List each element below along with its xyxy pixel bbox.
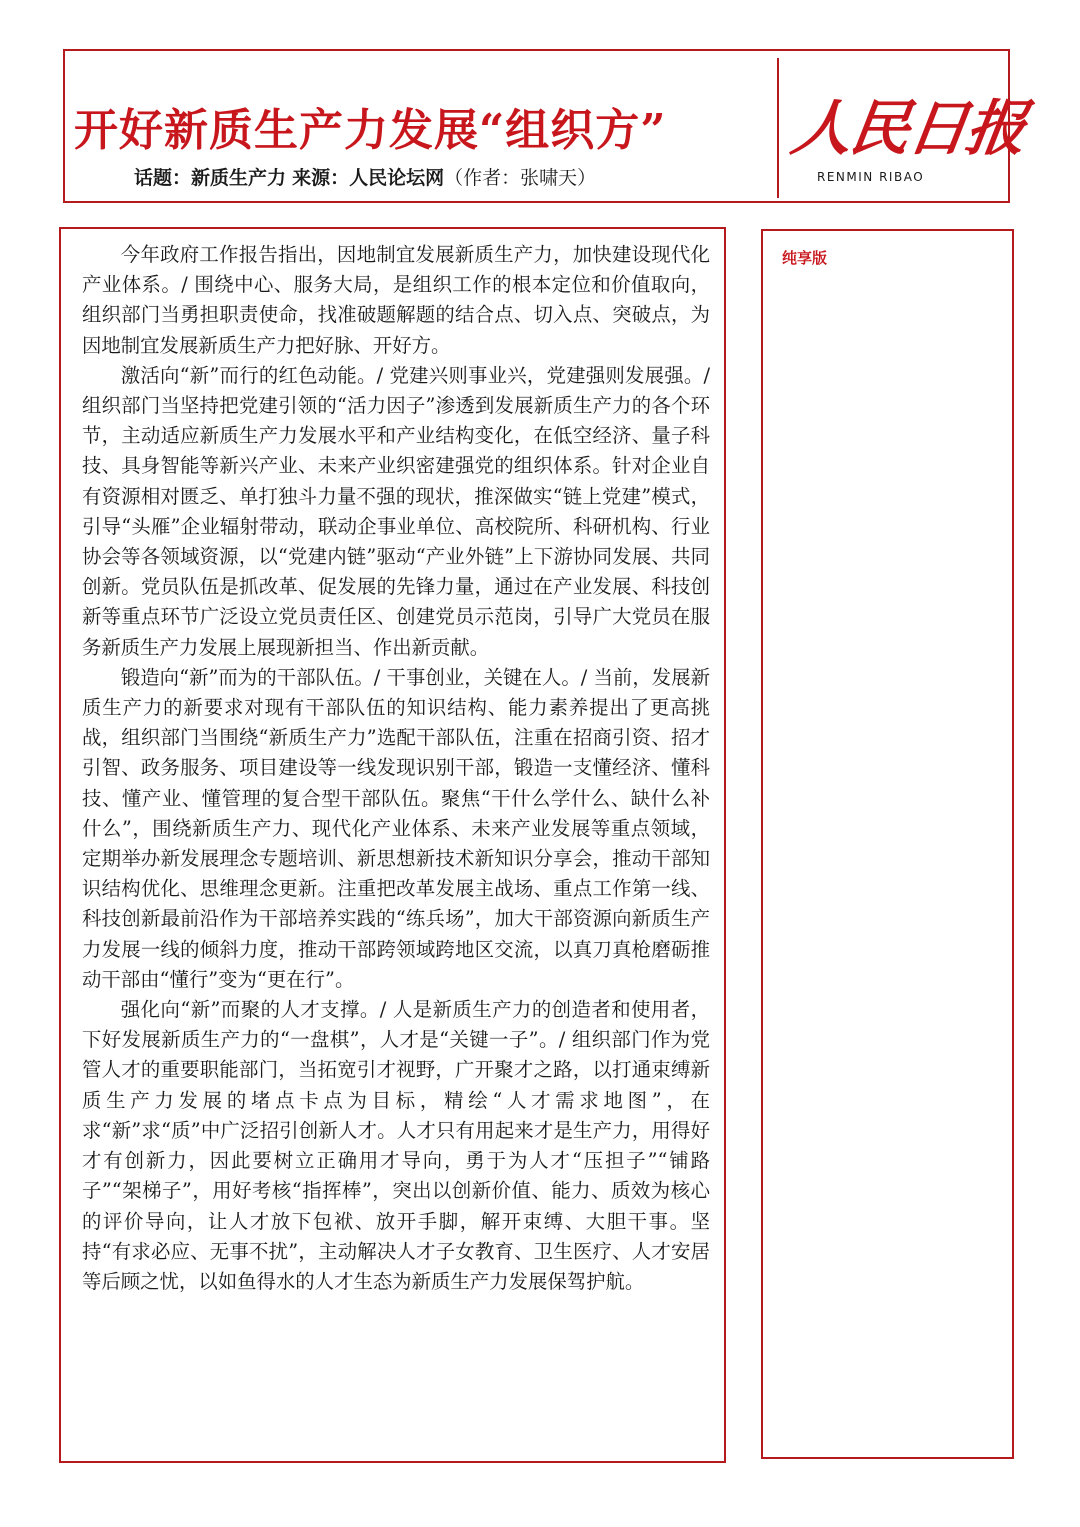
article-title: 开好新质生产力发展“组织方” bbox=[74, 105, 667, 157]
article-paragraph: 强化向“新”而聚的人才支撑。/ 人是新质生产力的创造者和使用者，下好发展新质生产力的“一盘棋”，人才是“关键一子”。/ 组织部门作为党管人才的重要职能部门，当拓宽引才视野，广开聚才之路，以打通束缚新质生产力发展的堵点卡点为目标，精绘“人才需求地图”，在求“新”求“质”中广泛招引创新人才。人才只有用起来才是生产力，用得好才有创新力，因此要树立正确用才导向，勇于为人才“压担子”“铺路子”“架梯子”，用好考核“指挥棒”，突出以创新价值、能力、质效为核心的评价导向，让人才放下包袱、放开手脚，解开束缚、大胆干事。坚持“有求必应、无事不扰”，主动解决人才子女教育、卫生医疗、人才安居等后顾之忧，以如鱼得水的人才生态为新质生产力发展保驾护航。 bbox=[82, 998, 710, 1293]
header-divider bbox=[777, 58, 779, 198]
renmin-ribao-logo: 人民日报 bbox=[787, 94, 1029, 164]
sidebar-frame bbox=[761, 229, 1014, 1459]
author-credit: （作者：张啸天） bbox=[444, 167, 597, 189]
article-paragraph: 激活向“新”而行的红色动能。/ 党建兴则事业兴，党建强则发展强。/ 组织部门当坚持把党建引领的“活力因子”渗透到发展新质生产力的各个环节，主动适应新质生产力发展水平和产业结构变化，在低空经济、量子科技、具身智能等新兴产业、未来产业织密建强党的组织体系。针对企业自有资源相对匮乏、单打独斗力量不强的现状，推深做实“链上党建”模式，引导“头雁”企业辐射带动，联动企事业单位、高校院所、科研机构、行业协会等各领域资源，以“党建内链”驱动“产业外链”上下游协同发展、共同创新。党员队伍是抓改革、促发展的先锋力量，通过在产业发展、科技创新等重点环节广泛设立党员责任区、创建党员示范岗，引导广大党员在服务新质生产力发展上展现新担当、作出新贡献。 bbox=[82, 363, 710, 659]
article-paragraph: 今年政府工作报告指出，因地制宜发展新质生产力，加快建设现代化产业体系。/ 围绕中心、服务大局，是组织工作的根本定位和价值取向，组织部门当勇担职责使命，找准破题解题的结合点、切入点、突破点，为因地制宜发展新质生产力把好脉、开好方。 bbox=[82, 243, 710, 357]
topic-link[interactable]: 新质生产力 bbox=[191, 167, 287, 189]
byline bbox=[134, 164, 596, 192]
source-name: 人民论坛网 bbox=[349, 167, 445, 189]
article-paragraph: 锻造向“新”而为的干部队伍。/ 干事创业，关键在人。/ 当前，发展新质生产力的新要求对现有干部队伍的知识结构、能力素养提出了更高挑战，组织部门当围绕“新质生产力”选配干部队伍，注重在招商引资、招才引智、政务服务、项目建设等一线发现识别干部，锻造一支懂经济、懂科技、懂产业、懂管理的复合型干部队伍。聚焦“干什么学什么、缺什么补什么”，围绕新质生产力、现代化产业体系、未来产业发展等重点领域，定期举办新发展理念专题培训、新思想新技术新知识分享会，推动干部知识结构优化、思维理念更新。注重把改革发展主战场、重点工作第一线、科技创新最前沿作为干部培养实践的“练兵场”，加大干部资源向新质生产力发展一线的倾斜力度，推动干部跨领域跨地区交流，以真刀真枪磨砺推动干部由“懂行”变为“更在行”。 bbox=[82, 665, 710, 991]
source-label: 来源： bbox=[292, 167, 350, 189]
topic-label: 话题： bbox=[134, 167, 192, 189]
sidebar-label: 纯享版 bbox=[782, 249, 828, 267]
renmin-ribao-logo-en: RENMIN RIBAO bbox=[817, 170, 925, 184]
article-body bbox=[82, 240, 710, 1297]
